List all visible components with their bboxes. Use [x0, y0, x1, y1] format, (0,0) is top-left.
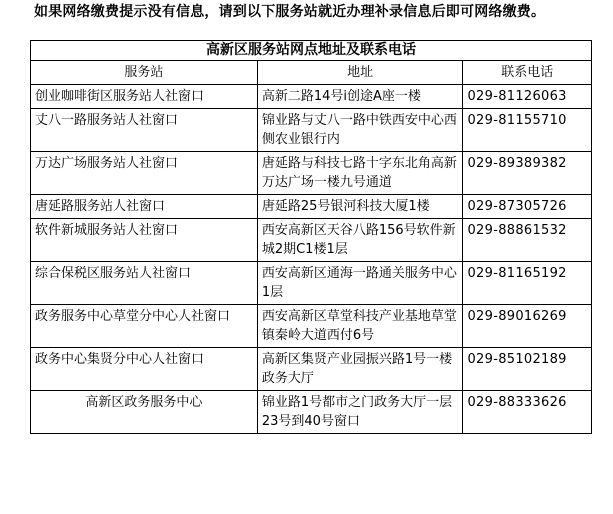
station-address: 西安高新区天谷八路156号软件新城2期C1楼1层 [257, 219, 463, 262]
station-phone: 029-85102189 [463, 348, 592, 391]
notice-text: 如果网络缴费提示没有信息，请到以下服务站就近办理补录信息后即可网络缴费。 [34, 4, 546, 20]
station-name: 高新区政务服务中心 [31, 391, 258, 434]
station-phone: 029-88861532 [463, 219, 592, 262]
station-name: 政务中心集贤分中心人社窗口 [31, 348, 258, 391]
table-row [31, 305, 592, 348]
station-address: 唐延路25号银河科技大厦1楼 [257, 195, 463, 219]
station-name: 软件新城服务站人社窗口 [31, 219, 258, 262]
table-row [31, 262, 592, 305]
table-row [31, 219, 592, 262]
station-phone: 029-81126063 [463, 85, 592, 109]
station-address: 西安高新区草堂科技产业基地草堂镇秦岭大道西付6号 [257, 305, 463, 348]
station-phone: 029-88333626 [463, 391, 592, 434]
station-address: 高新二路14号i创途A座一楼 [257, 85, 463, 109]
station-name: 综合保税区服务站人社窗口 [31, 262, 258, 305]
table-header-row [31, 61, 592, 85]
station-address: 西安高新区通海一路通关服务中心1层 [257, 262, 463, 305]
table-row [31, 152, 592, 195]
table-title-row [31, 41, 592, 61]
station-phone: 029-87305726 [463, 195, 592, 219]
header-phone: 联系电话 [463, 61, 592, 85]
table-row [31, 195, 592, 219]
table-row [31, 348, 592, 391]
station-phone: 029-89389382 [463, 152, 592, 195]
station-name: 唐延路服务站人社窗口 [31, 195, 258, 219]
station-address: 高新区集贤产业园振兴路1号一楼政务大厅 [257, 348, 463, 391]
table-row [31, 391, 592, 434]
station-name: 政务服务中心草堂分中心人社窗口 [31, 305, 258, 348]
station-name: 丈八一路服务站人社窗口 [31, 109, 258, 152]
station-name: 创业咖啡街区服务站人社窗口 [31, 85, 258, 109]
header-address: 地址 [257, 61, 463, 85]
station-address: 唐延路与科技七路十字东北角高新万达广场一楼九号通道 [257, 152, 463, 195]
station-name: 万达广场服务站人社窗口 [31, 152, 258, 195]
header-station: 服务站 [31, 61, 258, 85]
station-phone: 029-81155710 [463, 109, 592, 152]
table-row [31, 109, 592, 152]
table-title: 高新区服务站网点地址及联系电话 [31, 41, 592, 61]
station-address: 锦业路1号都市之门政务大厅一层23号到40号窗口 [257, 391, 463, 434]
station-phone: 029-89016269 [463, 305, 592, 348]
station-phone: 029-81165192 [463, 262, 592, 305]
service-station-table [30, 40, 592, 434]
station-address: 锦业路与丈八一路中铁西安中心西侧农业银行内 [257, 109, 463, 152]
table-row [31, 85, 592, 109]
